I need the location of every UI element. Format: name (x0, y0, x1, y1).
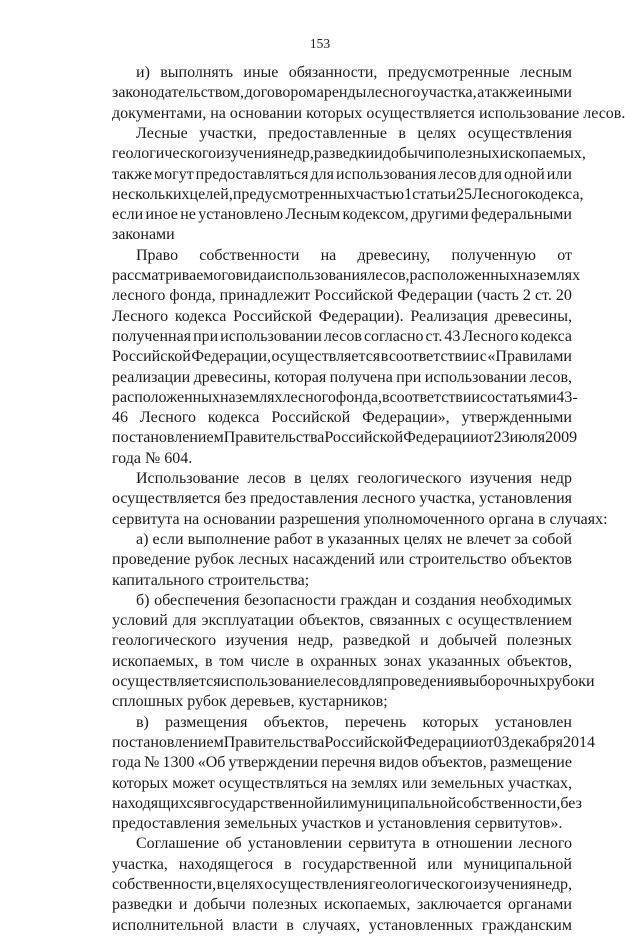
text-line: а) если выполнение работ в указанных целях не влечет за собой (136, 531, 572, 548)
text-line: Использование лесов в целях геологического изучения недр (136, 470, 572, 487)
text-line: сплошных рубок деревьев, кустарников; (112, 693, 388, 710)
page-number: 153 (309, 36, 331, 51)
text-line: собственности, в целях осуществления геологического изучения недр, (112, 876, 572, 893)
text-line: предоставления земельных участков и установления сервитутов». (112, 815, 563, 832)
text-line: расположенных на землях лесного фонда, в соответствии со статьями 43- (112, 389, 578, 406)
text-line: рассматриваемого вида использования лесов, расположенных на землях (112, 267, 581, 284)
text-line: Лесного кодекса Российской Федерации). Реализация древесины, (112, 308, 572, 325)
text-line: если иное не установлено Лесным кодексом, другими федеральными (112, 206, 572, 223)
text-line: находящихся в государственной или муниципальной собственности, без (112, 795, 582, 812)
text-line: в) размещения объектов, перечень которых установлен (136, 714, 572, 731)
text-line: которых может осуществляться на землях или земельных участках, (112, 775, 572, 792)
text-line: 46 Лесного кодекса Российской Федерации», утвержденными (112, 409, 572, 426)
text-line: также могут предоставляться для использования лесов для одной или (112, 166, 572, 183)
text-line: полученная при использовании лесов согласно ст. 43 Лесного кодекса (112, 328, 572, 345)
text-line: года № 604. (112, 450, 193, 467)
text-line: участка, находящегося в государственной или муниципальной (112, 856, 572, 873)
text-line: лесного фонда, принадлежит Российской Федерации (часть 2 ст. 20 (112, 287, 572, 304)
text-line: законами (112, 226, 175, 243)
text-line: осуществляется использование лесов для проведения выборочных рубок и (112, 673, 595, 690)
text-line: Российской Федерации, осуществляется в соответствии с «Правилами (112, 348, 572, 365)
text-line: ископаемых, в том числе в охранных зонах указанных объектов, (112, 653, 572, 670)
text-line: Лесные участки, предоставленные в целях осуществления (136, 125, 572, 142)
text-line: документами, на основании которых осуществляется использование лесов. (112, 105, 626, 122)
text-line: геологического изучения недр, разведки и добычи полезных ископаемых, (112, 145, 586, 162)
text-line: законодательством, договором аренды лесного участка, а также иными (112, 84, 572, 101)
text-line: капитального строительства; (112, 572, 310, 589)
text-line: исполнительной власти в случаях, установленных гражданским (112, 917, 572, 934)
text-line: условий для эксплуатации объектов, связанных с осуществлением (112, 612, 572, 629)
text-line: Соглашение об установлении сервитута в отношении лесного (136, 835, 572, 852)
text-line: постановлением Правительства Российской Федерации от 23 июля 2009 (112, 429, 578, 446)
text-line: года № 1300 «Об утверждении перечня видов объектов, размещение (112, 754, 572, 771)
text-line: разведки и добычи полезных ископаемых, заключается органами (112, 896, 572, 913)
text-line: нескольких целей, предусмотренных частью 1 статьи 25 Лесного кодекса, (112, 186, 584, 203)
text-line: б) обеспечения безопасности граждан и создания необходимых (136, 592, 572, 609)
text-line: осуществляется без предоставления лесного участка, установления (112, 490, 572, 507)
text-line: Право собственности на древесину, полученную от (136, 247, 572, 264)
text-line: проведение рубок лесных насаждений или строительство объектов (112, 551, 572, 568)
text-line: реализации древесины, которая получена при использовании лесов, (112, 369, 572, 386)
text-line: и) выполнять иные обязанности, предусмотренные лесным (136, 64, 572, 81)
text-line: постановлением Правительства Российской Федерации от 03 декабря 2014 (112, 734, 595, 751)
text-line: сервитута на основании разрешения уполномоченного органа в случаях: (112, 511, 608, 528)
text-line: геологического изучения недр, разведкой и добычей полезных (112, 632, 572, 649)
